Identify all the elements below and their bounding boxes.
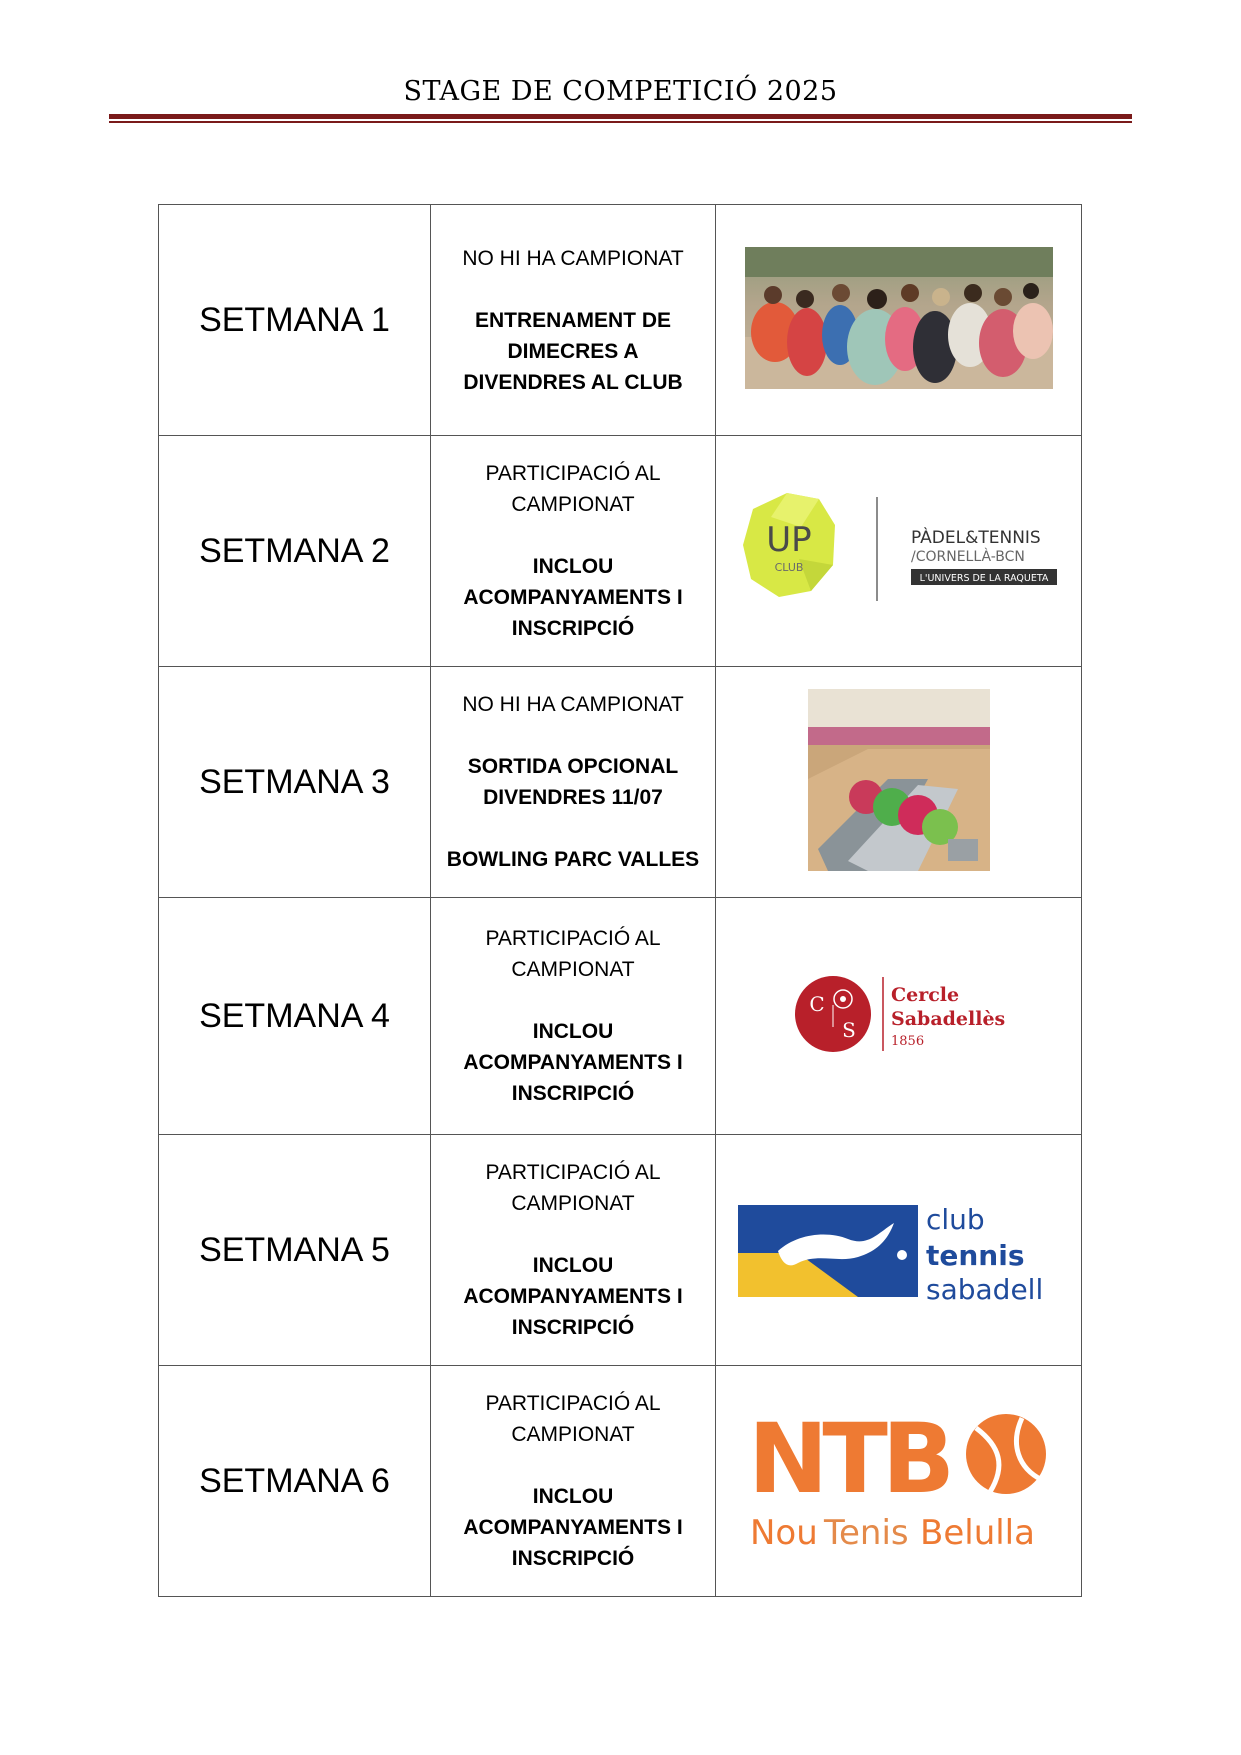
table-row — [159, 667, 1082, 898]
cts-line2: tennis — [925, 1238, 1025, 1272]
week-info — [431, 1135, 716, 1366]
week-label: SETMANA 5 — [159, 1135, 431, 1366]
ntb-word1: Nou — [749, 1512, 818, 1552]
detail-text: INCLOU ACOMPANYAMENTS I INSCRIPCIÓ — [463, 1485, 683, 1570]
schedule-table — [158, 204, 1082, 1597]
table-row — [159, 1366, 1082, 1597]
up-logo-line1: PÀDEL&TENNIS — [910, 527, 1041, 548]
week-info — [431, 1366, 716, 1597]
status-text: PARTICIPACIÓ AL CAMPIONAT — [485, 927, 661, 981]
logo-cell — [716, 1135, 1082, 1366]
logo-cell — [716, 436, 1082, 667]
logo-cell — [716, 1366, 1082, 1597]
week-label: SETMANA 2 — [159, 436, 431, 667]
ntb-word3: Belulla — [919, 1512, 1035, 1552]
cts-line1: club — [925, 1202, 985, 1236]
cts-line3: sabadell — [925, 1272, 1043, 1303]
detail-text-2: BOWLING PARC VALLES — [446, 848, 700, 871]
logo-cell — [716, 898, 1082, 1135]
status-text: PARTICIPACIÓ AL CAMPIONAT — [485, 462, 661, 516]
week-info — [431, 436, 716, 667]
detail-text: INCLOU ACOMPANYAMENTS I INSCRIPCIÓ — [463, 1254, 683, 1339]
week-label: SETMANA 3 — [159, 667, 431, 898]
week-info — [431, 667, 716, 898]
detail-text: INCLOU ACOMPANYAMENTS I INSCRIPCIÓ — [463, 1020, 683, 1105]
status-text: PARTICIPACIÓ AL CAMPIONAT — [485, 1161, 661, 1215]
cercle-mark-c: C — [808, 991, 825, 1016]
up-logo-sub: CLUB — [774, 560, 803, 574]
ntb-logo — [744, 1406, 1054, 1552]
team-huddle-photo — [745, 247, 1053, 389]
status-text: NO HI HA CAMPIONAT — [462, 693, 684, 716]
cercle-mark-s: S — [841, 1017, 856, 1042]
week-label: SETMANA 4 — [159, 898, 431, 1135]
detail-text: ENTRENAMENT DE DIMECRES A DIVENDRES AL CLUB — [463, 308, 683, 394]
bowling-photo — [808, 689, 990, 871]
up-club-logo — [741, 487, 1057, 611]
week-label: SETMANA 6 — [159, 1366, 431, 1597]
up-logo-line2: /CORNELLÀ-BCN — [910, 548, 1025, 565]
week-info — [431, 205, 716, 436]
ntb-letters: NTB — [747, 1405, 949, 1515]
detail-text: INCLOU ACOMPANYAMENTS I INSCRIPCIÓ — [463, 555, 683, 640]
photo-cell — [716, 205, 1082, 436]
table-row — [159, 205, 1082, 436]
cercle-line1: Cercle — [890, 983, 959, 1006]
club-tennis-sabadell-logo — [738, 1193, 1060, 1303]
page-title: STAGE DE COMPETICIÓ 2025 — [403, 76, 838, 107]
table-row — [159, 898, 1082, 1135]
week-label: SETMANA 1 — [159, 205, 431, 436]
title-rule-thin — [109, 121, 1132, 123]
up-logo-name: UP — [765, 519, 812, 560]
status-text: PARTICIPACIÓ AL CAMPIONAT — [485, 1392, 661, 1446]
detail-text: SORTIDA OPCIONAL DIVENDRES 11/07 — [467, 755, 679, 809]
week-info — [431, 898, 716, 1135]
title-rule — [109, 114, 1132, 119]
cercle-line2: Sabadellès — [890, 1007, 1005, 1030]
cercle-sabadelles-logo — [791, 971, 1007, 1057]
status-text: NO HI HA CAMPIONAT — [462, 246, 684, 270]
up-logo-tag: L'UNIVERS DE LA RAQUETA — [919, 572, 1048, 584]
photo-cell — [716, 667, 1082, 898]
table-row — [159, 436, 1082, 667]
cercle-year: 1856 — [890, 1033, 924, 1049]
ntb-word2: Tenis — [823, 1512, 909, 1552]
table-row — [159, 1135, 1082, 1366]
